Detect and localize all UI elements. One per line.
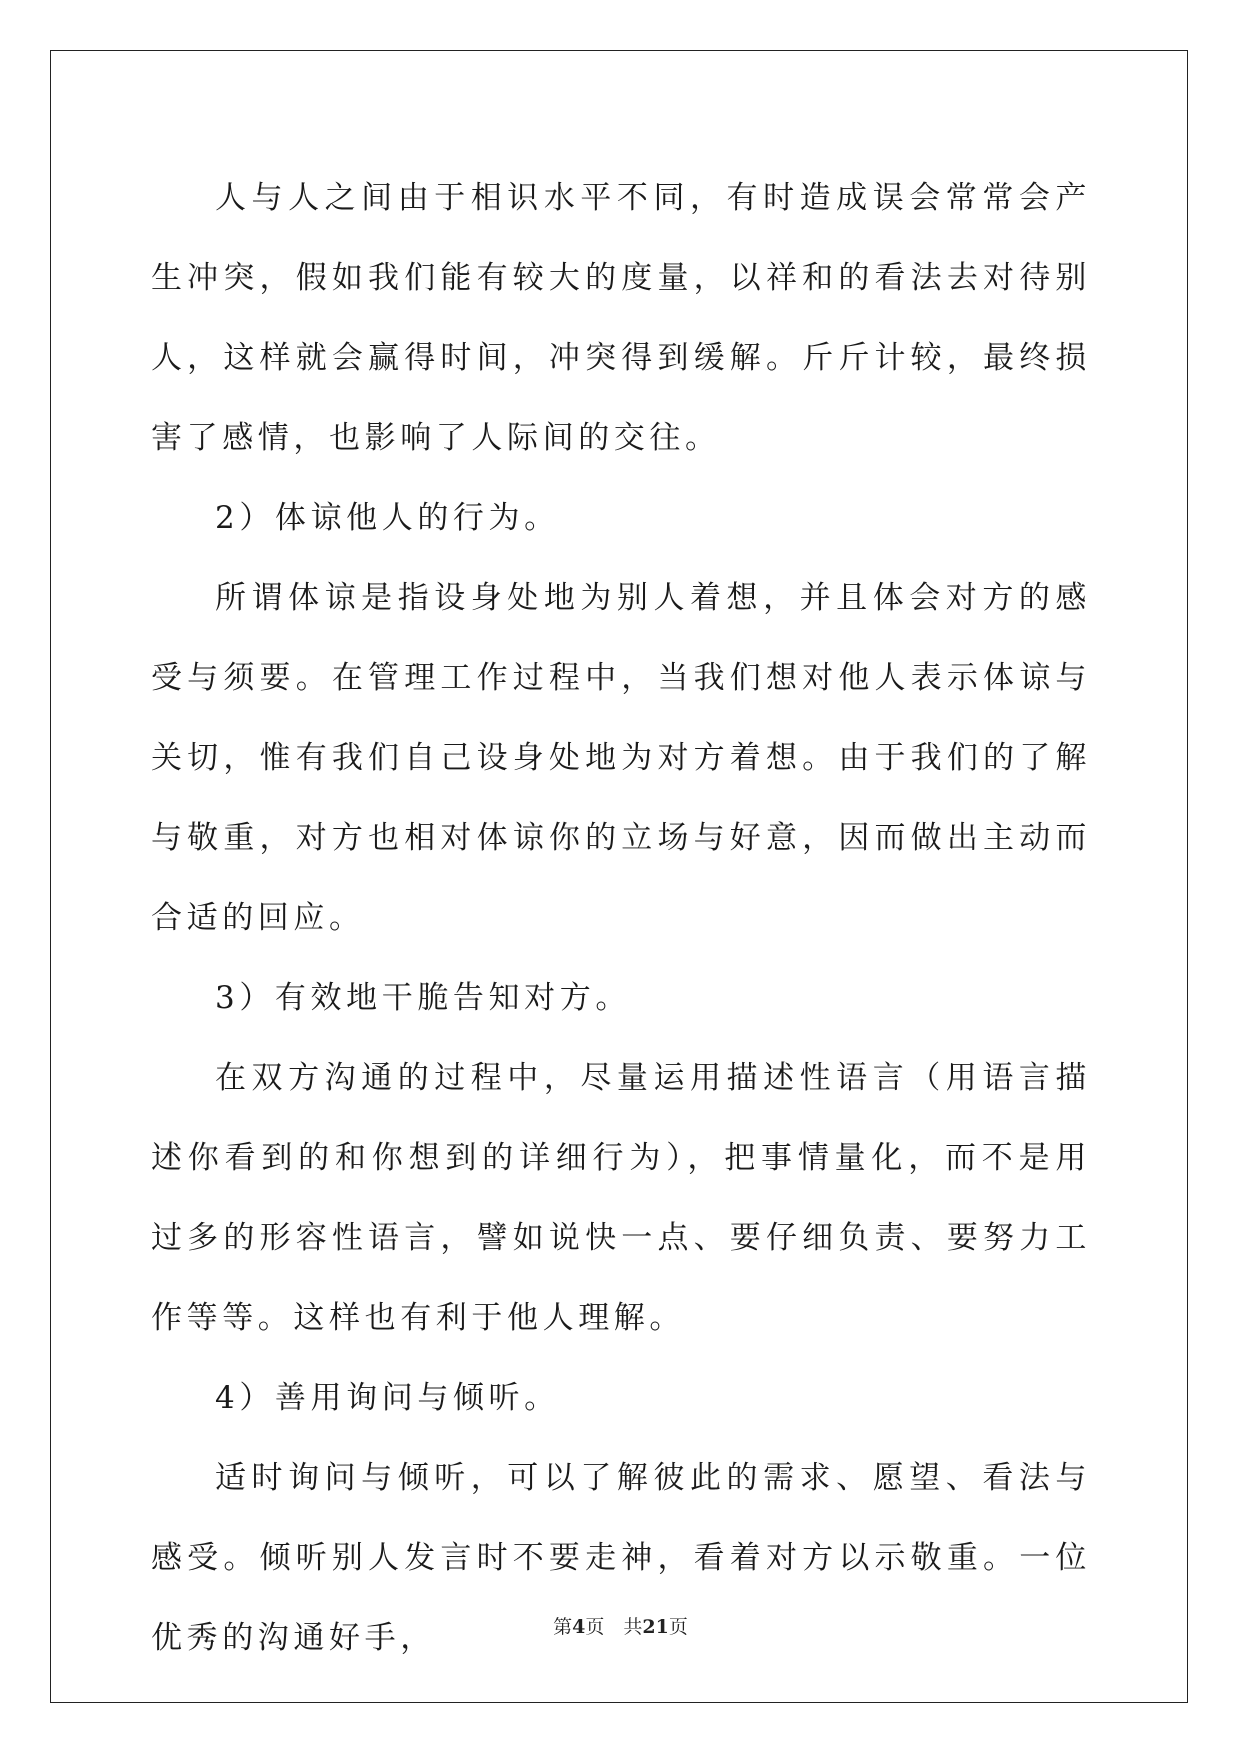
paragraph-descriptive-language: 在双方沟通的过程中，尽量运用描述性语言（用语言描述你看到的和你想到的详细行为），把事情量化，而不是用过多的形容性语言，譬如说快一点、要仔细负责、要努力工作等等。这样也有利于他人理解。 [151,1060,1091,1336]
current-page-number: 4 [572,1616,586,1638]
footer-suffix: 页 [668,1616,688,1638]
footer-prefix: 第 [553,1616,573,1638]
heading-ask-and-listen: 4）善用询问与倾听。 [215,1380,560,1416]
paragraph-conflict-tolerance: 人与人之间由于相识水平不同，有时造成误会常常会产生冲突，假如我们能有较大的度量，以祥和的看法去对待别人，这样就会赢得时间，冲突得到缓解。斤斤计较，最终损害了感情，也影响了人际间的交往。 [151,180,1091,456]
heading-understand-others: 2）体谅他人的行为。 [215,500,560,536]
page-footer [0,1612,1241,1639]
footer-mid: 页 共 [585,1616,643,1638]
heading-tell-directly: 3）有效地干脆告知对方。 [215,980,631,1016]
document-body [151,158,1091,1678]
total-pages-number: 21 [642,1616,669,1638]
paragraph-understanding: 所谓体谅是指设身处地为别人着想，并且体会对方的感受与须要。在管理工作过程中，当我们想对他人表示体谅与关切，惟有我们自己设身处地为对方着想。由于我们的了解与敬重，对方也相对体谅你的立场与好意，因而做出主动而合适的回应。 [151,580,1091,936]
paragraph-listening: 适时询问与倾听，可以了解彼此的需求、愿望、看法与感受。倾听别人发言时不要走神，看着对方以示敬重。一位优秀的沟通好手， [151,1460,1091,1656]
